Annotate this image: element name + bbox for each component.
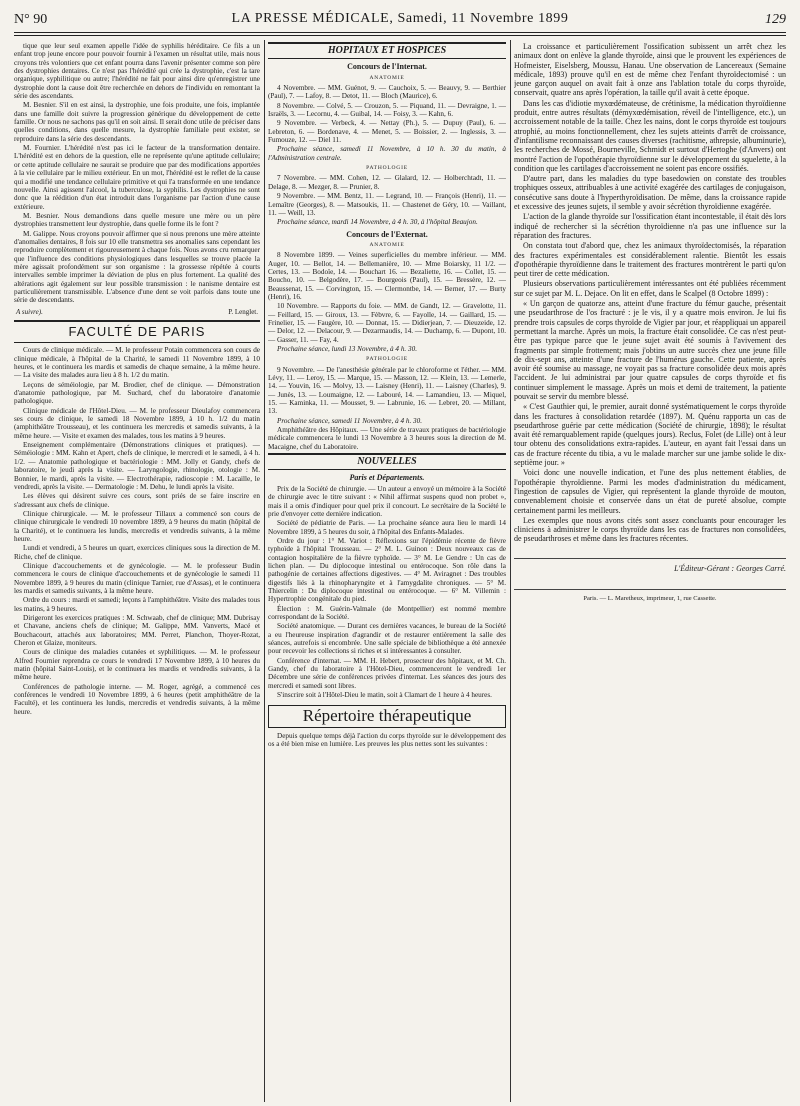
paragraph: M. Besnier. Nous demandions dans quelle mesure une mère ou un père dystrophies transmettent leur dystrophie, dans quelle forme ils le font ? <box>14 211 260 229</box>
paragraph: Conférences de pathologie interne. — M. Roger, agrégé, a commencé ces conférences le vendredi 10 Novembre 1899, à 6 heures (petit amphithéâtre de la Faculté), et les continuera les lundis, mercredis et vendredis suivants, à la même heure. <box>14 682 260 716</box>
paragraph: Prochaine séance, samedi 11 Novembre, à 4 h. 30. <box>277 416 423 425</box>
paragraph: Enseignement complémentaire (Démonstrations cliniques et pratiques). — Séméiologie : MM. Kahn et Apert, chefs de clinique, le mercredi et le samedi, à 4 h. 1/2. — Anatomie pathologique et bactériologie : MM. Jolly et Gandy, chefs de laboratoire, le jeudi après la visite. — Laryngologie, rhinologie, otologie : M. Bonnier, le mardi, après la visite. — Electrothérapie, radioscopie : M. Lacaille, le vendredi, après la visite. — Dermatologie : M. Dehu, le lundi après la visite. <box>14 441 260 491</box>
subject-label: ANATOMIE <box>369 74 405 81</box>
paragraph: Ordre du jour : 1° M. Variot : Réflexions sur l'épidémie récente de fièvre typhoïde à l'hôpital Trousseau. — 2° M. L. Guinon : Deux nouveaux cas de contagion hospitalière de la fièvre typhoïde. — 3° M. Le Gendre : Un cas de lichen plan. — Du diplocoque intestinal ou entérocoque. Son rôle dans la pathogénie de certaines affections digestives. — 4° M. Aviragnet : Des troubles digestifs liés à la rhinopharyngite et à l'amygdalite chroniques. — 5° M. Thiercelin : Du diplocoque intestinal ou entérocoque. — 6° M. Villemin : Hypertrophie congénitale du pied. <box>268 536 506 604</box>
paragraph: Leçons de séméiologie, par M. Brodier, chef de clinique. — Démonstration d'anatomie pathologique, par M. Suchard, chef du laboratoire d'anatomie pathologique. <box>14 380 260 406</box>
paragraph: S'inscrire soit à l'Hôtel-Dieu le matin, soit à Clamart de 1 heure à 4 heures. <box>277 691 492 700</box>
paragraph: 7 Novembre. — MM. Cohen, 12. — Glalard, 12. — Holberchtadt, 11. — Delage, 8. — Mezger, 8. — Prunier, 8. <box>268 174 506 191</box>
paragraph: 9 Novembre. — De l'anesthésie générale par le chloroforme et l'éther. — MM. Lévy, 11. — Leroy, 15. — Marque, 15. — Masson, 12. — Klein, 13. — Lemerle, 14. — Youvin, 16. — Molvy, 13. — Laisney (Henri), 11. — Laisney (Charles), 9. — Junès, 13. — Loumaigne, 12. — Labouré, 14. — Lamandieu, 13. — Miquel, 15. — Kaminka, 11. — Mousset, 9. — Labrunie, 16. — Lebret, 20. — Millant, 13. <box>268 365 506 416</box>
paragraph: 8 Novembre. — Colvé, 5. — Crouzon, 5. — Piquand, 11. — Devraigne, 1. — Israëls, 3. — Lecornu, 4. — Guibal, 14. — Foisy, 3. — Kahn, 6. <box>268 101 506 119</box>
paragraph: Prochaine séance, mardi 14 Novembre, à 4 h. 30, à l'hôpital Beaujon. <box>277 218 478 227</box>
paragraph: Société anatomique. — Durant ces dernières vacances, le bureau de la Société a eu l'heureuse inspiration d'agrandir et de restaurer entièrement la salle des séances, autrefois si encombrée. Une salle spéciale de bibliothèque a été annexée pour recevoir les collections si riches et si intéressantes à consulter. <box>268 622 506 656</box>
paragraph: Ordre du cours : mardi et samedi; leçons à l'amphithéâtre. Visite des malades tous les matins, à 9 heures. <box>14 596 260 613</box>
paragraph: La croissance et particulièrement l'ossification subissent un arrêt chez les animaux dont on enlève la glande thyroïde, ainsi que le prouvent les expériences de Hofmeister, Eiselsberg, Moussu, Hanau. Une observation de Lancereaux (Semaine médicale, 1893) prouve qu'il en est de même chez l'enfant thyroïdectomisé : un jeune garçon auquel on avait fait à onze ans l'ablation totale du corps thyroïde, conservait, quatre ans après l'opération, la taille qu'il avait à cette époque. <box>514 42 786 98</box>
column-middle <box>268 42 506 1100</box>
paragraph: Clinique d'accouchements et de gynécologie. — M. le professeur Budin commencera le cours de clinique d'accouchements et de gynécologie le samedi 11 Novembre 1899, à 9 heures du matin (clinique Tarnier, rue d'Assas), et le continuera les mardis et samedis suivants, à la même heure. <box>14 561 260 595</box>
repertoire-title-box: Répertoire thérapeutique <box>268 705 506 727</box>
subheading-paris: Paris et Départements. <box>349 473 425 483</box>
header-rule-2 <box>14 35 786 36</box>
section-title-faculty: FACULTÉ DE PARIS <box>14 320 260 343</box>
paragraph: « C'est Gauthier qui, le premier, aurait donné systématiquement le corps thyroïde dans les fractures à consolidation retardée (1897). M. Quénu rapporta un cas de pseudarthrose guérie par cette médication (Société de chirurgie, 1898); le résultat avait été remarquablement rapide (quelques jours). Reclus, Folet (de Lille) ont à leur tour obtenu des consolidations extra-rapides. L'auteur, en ayant fait l'essai dans un cas de fracture récente du tibia, a vu le malade marcher sur une jambe solide le dix-septième jour. » <box>514 402 786 468</box>
paragraph: Dirigeront les exercices pratiques : M. Schwaab, chef de clinique; MM. Dubrisay et Chavane, anciens chefs de clinique; M. Galippe, MM. Vanverts, Macé et Bouchacourt, attachés aux laboratoires; MM. Perret, Planchon, Thoyer-Rozat, Cheron et Glaize, moniteurs. <box>14 614 260 648</box>
to-be-continued: A suivre). <box>16 307 43 316</box>
paragraph: D'autre part, dans les maladies du type basedowien on constate des troubles trophiques osseux, attribuables à une activité exagérée des cartilages de conjugaison, consécutive sans doute à l'hyperthyroïdisation. De même, dans la croissance rapide et excessive des jeunes sujets, il semble y avoir sécrétion thyroïdienne exagérée. <box>514 174 786 212</box>
page-header <box>14 10 786 30</box>
paragraph: Lundi et vendredi, à 5 heures un quart, exercices cliniques sous la direction de M. Riche, chef de clinique. <box>14 544 260 561</box>
paragraph: L'action de la glande thyroïde sur l'ossification étant incontestable, il était dès lors indiqué de rechercher si la sécrétion thyroïdienne n'a pas une influence sur la réparation des fractures. <box>514 212 786 240</box>
header-rule <box>14 32 786 33</box>
paragraph: Société de pédiatrie de Paris. — La prochaine séance aura lieu le mardi 14 Novembre 1899, à 5 heures du soir, à l'hôpital des Enfants-Malades. <box>268 519 506 536</box>
subject-label: PATHOLOGIE <box>366 165 408 172</box>
column-right <box>514 42 786 1100</box>
paragraph: 9 Novembre. — Verbeck, 4. — Nettay (Ph.), 5. — Dupuy (Paul), 6. — Lebreton, 6. — Bordenave, 4. — Menet, 5. — Boissier, 2. — Inglessis, 3. — Fumouze, 12. — Diel 11. <box>268 119 506 145</box>
paragraph: Conférence d'internat. — MM. H. Hebert, prosecteur des hôpitaux, et M. Ch. Gandy, chef du laboratoire à l'Hôtel-Dieu, commenceront le vendredi 1er Décembre une série de conférences privées d'internat. Les séances des jours des mercredi et samedi sont libres. <box>268 656 506 690</box>
author-signature: P. Lenglet. <box>228 307 258 316</box>
subject-label: ANATOMIE <box>369 241 405 248</box>
paragraph: Depuis quelque temps déjà l'action du corps thyroïde sur le développement des os a été bien mise en lumière. Les preuves les plus nettes sont les suivantes : <box>268 731 506 749</box>
signature-line <box>16 308 258 316</box>
editor-line: L'Éditeur-Gérant : Georges Carré. <box>514 558 786 573</box>
paragraph: Les exemples que nous avons cités sont assez concluants pour encourager les cliniciens à administrer le corps thyroïde dans les cas de fractures non consolidées, de pseudarthroses et même dans les fractures récentes. <box>514 515 786 544</box>
paragraph: Cours de clinique des maladies cutanées et syphilitiques. — M. le professeur Alfred Fournier reprendra ce cours le vendredi 17 Novembre 1899, à 10 heures du matin (hôpital Saint-Louis), et le continuera les mardis et vendredis suivants, à la même heure. <box>14 648 260 682</box>
paragraph: M. Galippe. Nous croyons pouvoir affirmer que si nous prenons une mère atteinte d'anomalies dentaires, 8 fois sur 10 elle transmettra ses anomalies sans cependant les reproduire complètement et rigoureusement à chaque fois. Nous avons cru remarquer que l'influence des conditions physiologiques dans lesquelles se trouve placée la mère agissait profondément sur son organisme : la grossesse répétée à courts intervalles semble imprimer la déviation de plus en plus fortement. La qualité des altérations agit également sur leur possible transmission : le nanisme dentaire est particulièrement transmissible. L'absence d'une dent se voit parfois dans toute une série de descendants. <box>14 229 260 305</box>
subheading-internat: Concours de l'Internat. <box>347 62 427 72</box>
paragraph: « Un garçon de quatorze ans, atteint d'une fracture du fémur gauche, présentait une pseudarthrose de l'os fracturé : je le vis, il y a quatre mois environ. Je lui fis prendre trois capsules de corps thyroïde de Vigier par jour, et réappliquai un appareil permettant la marche. Après un mois, la fracture était consolidée. Ce cas n'est peut-être pas typique parce que le jeune sujet avait été soumis à l'avivement des fragments par simple frottement; mais j'obtins un autre succès chez une jeune fille de dix-sept ans, atteinte d'une fracture de l'humérus gauche. Cette patiente, après avoir été soumise au massage, ne voyait pas sa fracture consolidée deux mois après l'accident. Je lui administrai par jour quatre capsules de corps thyroïde et fis continuer simplement le massage. Après un mois et demi de traitement, la patiente pouvait se servir du membre blessé. <box>514 299 786 401</box>
paragraph: Clinique chirurgicale. — M. le professeur Tillaux a commencé son cours de clinique chirurgicale le vendredi 10 novembre 1899, à 9 heures du matin (hôpital de la Charité), et le continuera les lundis, mercredis et vendredis suivants, à la même heure. <box>14 509 260 543</box>
paragraph: Clinique médicale de l'Hôtel-Dieu. — M. le professeur Dieulafoy commencera ses cours de clinique, le samedi 18 Novembre 1899, à 10 h. 1/2 du matin (amphithéâtre Trousseau), et les continuera les mercredis et samedis suivants, à la même heure. — Visite et examen des malades, tous les matins à 9 heures. <box>14 406 260 440</box>
paragraph: Prix de la Société de chirurgie. — Un auteur a envoyé un mémoire à la Société de chirurgie avec le titre suivant : « Nihil affirmat suspens quod non probet », mais il a omis d'indiquer pour quel prix il concourt. Le secrétaire de la Société le prie d'envoyer cette dernière indication. <box>268 484 506 518</box>
column-left <box>14 42 260 1100</box>
paragraph: Élection : M. Guérin-Valmale (de Montpellier) est nommé membre correspondant de la Société. <box>268 604 506 621</box>
column-divider <box>264 40 265 1102</box>
subheading-externat: Concours de l'Externat. <box>346 229 428 239</box>
paragraph: Prochaine séance, samedi 11 Novembre, à 10 h. 30 du matin, à l'Administration centrale. <box>268 145 506 162</box>
journal-title: LA PRESSE MÉDICALE, Samedi, 11 Novembre 1899 <box>231 11 569 26</box>
paragraph: 9 Novembre. — MM. Bentz, 11. — Legrand, 10. — François (Henri), 11. — Lemaître (Georges), 8. — Matsoukis, 11. — Chastenet de Géry, 10. — Vaillant, 11. — Weill, 13. <box>268 192 506 217</box>
paragraph: Les élèves qui désirent suivre ces cours, sont priés de se faire inscrire en s'adressant aux chefs de clinique. <box>14 492 260 509</box>
section-title-news: NOUVELLES <box>268 453 506 470</box>
column-divider <box>510 40 511 1102</box>
paragraph: Prochaine séance, lundi 13 Novembre, à 4 h. 30. <box>277 345 417 353</box>
paragraph: M. Besnier. S'il en est ainsi, la dystrophie, une fois produite, une fois, implantée dans une famille doit suivre la progression générique du développement de cette famille. Or nous ne sachons pas qu'il en soit ainsi. Il serait donc utile de préciser dans quelles conditions, dans quelle mesure, la dystrophie familiale peut exister, se reproduire dans la série des descendants. <box>14 101 260 143</box>
paragraph: Voici donc une nouvelle indication, et l'une des plus nettement établies, de l'opothérapie thyroïdienne. Parmi les modes d'administration du médicament, l'ingestion de capsules de Vigier, qui représentent la glande thyroïde de mouton, convenablement choisie et conservée dans un état de pureté absolue, compte certainement parmi les meilleurs. <box>514 468 786 515</box>
printer-line: Paris. — L. Maretheux, imprimeur, 1, rue Cassette. <box>514 589 786 603</box>
paragraph: Cours de clinique médicale. — M. le professeur Potain commencera son cours de clinique médicale, à l'hôpital de la Charité, le samedi 11 Novembre 1899, à 10 heures, et le continuera les mardis et samedis de chaque semaine, à la même heure. — La visite des malades aura lieu à 8 h. 1/2 du matin. <box>14 346 260 380</box>
paragraph: On constata tout d'abord que, chez les animaux thyroïdectomisés, la réparation des fractures expérimentales est considérablement ralentie. Bientôt les essais d'opothérapie thyroïdienne dans le traitement des fractures montrèrent le parti qu'on peut tirer de cette médication. <box>514 241 786 279</box>
paragraph: 4 Novembre. — MM. Guénot, 9. — Cauchoix, 5. — Beauvy, 9. — Berthier (Paul), 7. — Lafoy, 8. — Detot, 11. — Bloch (Maurice), 6. <box>268 84 506 101</box>
paragraph: Dans les cas d'idiotie myxœdémateuse, de crétinisme, la médication thyroïdienne produit, entre autres résultats (démyxœdémisation, réveil de l'intelligence, etc.), un accroissement notable de la taille. Chez les nains, dont le corps thyroïde est toujours atrophié, au moins fonctionnellement, chez les sujets atteints d'arrêt de croissance, d'infantilisme reconnaissant des causes diverses (rachitisme, athrepsie, albuminurie), les recherches de Mossé, Bourneville, Schmidt et surtout d'Hertoghe (d'Anvers) ont montré l'action de l'opothérapie thyroïdienne sur le développement du squelette, à la condition que les cartilages d'accroissement ne soient pas encore ossifiés. <box>514 98 786 173</box>
issue-number: N° 90 <box>14 12 48 27</box>
paragraph: 8 Novembre 1899. — Veines superficielles du membre inférieur. — MM. Auger, 10. — Bellot, 14. — Bellemanière, 10. — Mme Boiarsky, 11 1/2. — Certes, 13. — Bodoïe, 14. — Bouchart 16. — Bezaliette, 16. — Collet, 15. — Boucho, 10. — Belgodère, 17. — Bourgeois (Paul), 15. — Bressère, 12. — Beaussenat, 15. — Corvington, 15. — Clermontbe, 14. — Berner, 17. — Burty (Henri), 16. <box>268 251 506 301</box>
section-title-hospitals: HOPITAUX ET HOSPICES <box>268 42 506 59</box>
page-number: 129 <box>765 12 786 27</box>
paragraph: Plusieurs observations particulièrement intéressantes ont été publiées récemment sur ce sujet par M. L. Dejace. On lit en effet, dans le Scalpel (8 Octobre 1899) : <box>514 279 786 298</box>
paragraph: 10 Novembre. — Rapports du foie. — MM. de Gandt, 12. — Gravelotte, 11. — Feillard, 15. — Giroux, 13. — Fèbvre, 6. — Fayolle, 14. — Gaillard, 15. — Frinelier, 15. — Faugère, 10. — Donnat, 15. — Didierjean, 7. — Dieuzeide, 12. — Delor, 12. — Delacour, 9. — Dezarmaudis, 14. — Duchamp, 6. — Dupont, 10. — Gasser, 11. — Fay, 4. <box>268 302 506 344</box>
paragraph: tique que leur seul examen appelle l'idée de syphilis héréditaire. Ce fils a un enfant trop jeune encore pour pouvoir fournir à l'examen un résultat utile, mais nous croyons très volontiers que cet enfant pourra dans l'avenir présenter comme son père des dystrophies dentaires. Ce n'est pas l'hérédité qui crée la dystrophie, c'est la tare organique, syphilitique ou autre; l'hérédité ne fait pour ainsi dire qu'enregistrer une dystrophie dont la cause doit être recherchée en dehors de l'individu en remontant la série des ascendants. <box>14 42 260 101</box>
paragraph: Amphithéâtre des Hôpitaux. — Une série de travaux pratiques de bactériologie médicale commencera le lundi 13 Novembre à 3 heures sous la direction de M. Macaigne, chef du Laboratoire. <box>268 426 506 451</box>
subject-label: PATHOLOGIE <box>366 356 408 363</box>
paragraph: M. Fournier. L'hérédité n'est pas ici le facteur de la transformation dentaire. L'hérédité est en dehors de la question, elle ne représente qu'une aptitude cellulaire; or cette aptitude cellulaire ne saurait se produire que par des modifications apportées à la vie cellulaire par le milieu extérieur. En un mot, l'hérédité est le reflet de la cause qui a modifié une tendance cellulaire primitive et qui l'a transformée en une tendance nouvelle. Ainsi agissent l'alcool, la tuberculose, la syphilis. Les dystrophies ne sont donc que la réédition d'un état introduit dans l'organisme par l'action d'une cause extérieure. <box>14 144 260 211</box>
